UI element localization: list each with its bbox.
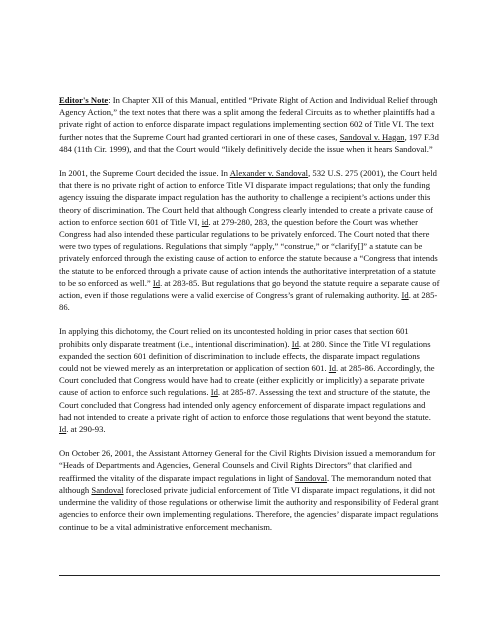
- case-citation: Sandoval: [294, 472, 328, 483]
- text-run: . at 280. Since the Title VI regulations expanded the section 601 definition of discrimination to include effects, the disparate impact regulations could not be viewed merely as an interpretation or application of section 601.: [59, 338, 431, 374]
- id-citation: Id: [401, 290, 409, 301]
- text-run: . at 285-86.: [59, 290, 438, 313]
- text-run: , 532 U.S. 275 (2001), the Court held that there is no private right of action to enforce Title VI disparate impact regulations; that only the funding agency issuing the disparate impact regulation has the authority to challenge a recipient’s actions under this theory of discrimination. The Court held that although Congress clearly intended to create a private cause of action to enforce section 601 of Title VI,: [59, 168, 437, 227]
- text-run: . at 279-280, 283, the question before the Court was whether Congress had also intended these particular regulations to be privately enforced. The Court noted that there were two types of regulations. Regulations that simply “apply,” “construe,” or “clarify[]” a statute can be privately enforced through the existing cause of action to enforce the statute because a “Congress that intends the statute to be enforced through a private cause of action intends the authoritative interpretation of a statute to be so enforced as well.”: [59, 216, 438, 288]
- editors-note-paragraph: [59, 94, 440, 155]
- text-run: , 197 F.3d 484 (11th Cir. 1999), and that the Court would “likely definitively decide the issue when it hears Sandoval.”: [59, 131, 439, 154]
- paragraph-2001-decision: [59, 167, 440, 313]
- text-run: . at 283-85. But regulations that go beyond the statute require a separate cause of action, even if those regulations were a valid exercise of Congress’s grant of rulemaking authority.: [59, 277, 440, 301]
- text-run: In applying this dichotomy, the Court relied on its uncontested holding in prior cases that section 601 prohibits only disparate treatment (i.e., intentional discrimination).: [59, 326, 409, 349]
- bottom-divider: [59, 575, 440, 576]
- case-citation: Alexander v. Sandoval: [229, 168, 309, 179]
- paragraph-dichotomy: [59, 325, 440, 435]
- text-run: . The memorandum noted that although: [59, 472, 432, 495]
- text-run: . at 285-87. Assessing the text and structure of the statute, the Court concluded that Congress had intended only agency enforcement of disparate impact regulations and had not intended to create a private right of action to enforce those regulations that went beyond the statute.: [59, 387, 431, 422]
- id-citation: Id: [291, 338, 299, 349]
- document-body: [59, 94, 440, 545]
- editors-note-label: Editor's Note: [59, 95, 109, 105]
- id-citation: Id: [152, 277, 161, 288]
- text-run: . at 285-86. Accordingly, the Court concluded that Congress would have had to create (either explicitly or implicitly) a separate private cause of action to enforce such regulations.: [59, 363, 435, 398]
- text-run: In 2001, the Supreme Court decided the issue. In: [59, 168, 230, 179]
- id-citation: Id: [210, 387, 218, 398]
- case-citation: Sandoval: [91, 484, 124, 495]
- case-citation: Sandoval v. Hagan: [339, 131, 405, 142]
- text-run: On October 26, 2001, the Assistant Attorney General for the Civil Rights Division issued a memorandum for “Heads of Departments and Agencies, General Counsels and Civil Rights Directors” that clarified and reaffirmed the vitality of the disparate impact regulations in light of: [59, 448, 436, 483]
- paragraph-memorandum: [59, 447, 440, 532]
- id-citation: Id: [328, 363, 337, 374]
- text-run: . at 290-93.: [66, 424, 106, 435]
- text-run: : In Chapter XII of this Manual, entitled “Private Right of Action and Individual Relief through Agency Action,” the text notes that there was a split among the federal Circuits as to whether plaintiffs had a private right of action to enforce disparate impact regulations implementing section 602 of Title VI. The text further notes that the Supreme Court had granted certiorari in one of these cases,: [59, 95, 438, 142]
- text-run: foreclosed private judicial enforcement of Title VI disparate impact regulations, it did not undermine the validity of those regulations or otherwise limit the authority and responsibility of Federal grant agencies to enforce their own implementing regulations. Therefore, the agencies’ disparate impact regulations continue to be a vital administrative enforcement mechanism.: [59, 484, 439, 532]
- id-citation: Id: [59, 424, 67, 435]
- id-citation: id: [201, 216, 209, 227]
